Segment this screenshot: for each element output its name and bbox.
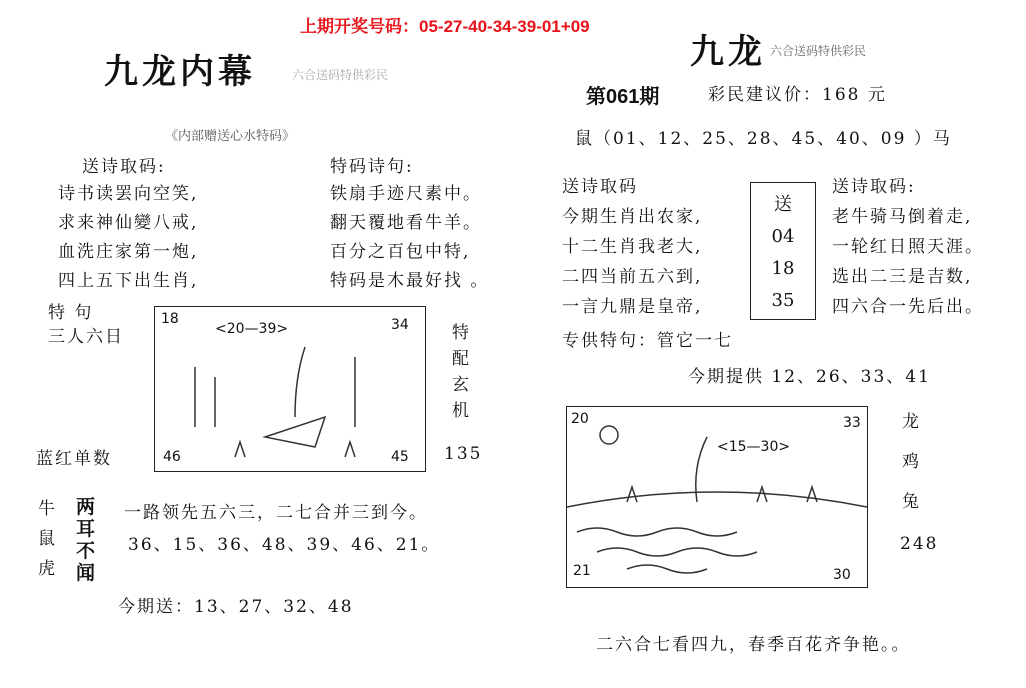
poem-line: 特码是木最好找 。 <box>330 271 490 291</box>
left-line1: 一路领先五六三，二七合并三到今。 <box>124 503 428 523</box>
send-label: 送 <box>774 194 792 215</box>
phrase-char: 两 <box>76 496 98 518</box>
left-line2: 36、15、36、48、39、46、21。 <box>128 535 441 555</box>
last-draw-numbers: 上期开奖号码：05-27-40-34-39-01+09 <box>300 17 590 36</box>
poem-line: 选出二三是吉数, <box>832 267 973 287</box>
issue-number: 第061期 <box>586 86 660 108</box>
left-drawing-box <box>154 306 426 472</box>
special-phrase: 专供特句：管它一七 <box>562 331 733 351</box>
poem-line: 一言九鼎是皇帝, <box>562 297 703 317</box>
poem-line: 翻天覆地看牛羊。 <box>330 213 482 233</box>
send-number: 35 <box>771 290 795 311</box>
right-drawing-box <box>566 406 868 588</box>
poem-line: 二四当前五六到, <box>562 267 703 287</box>
left-subheading: 《内部赠送心水特码》 <box>165 129 296 144</box>
box-number-tr: 34 <box>391 317 409 333</box>
suggested-price: 彩民建议价：168 元 <box>708 85 887 105</box>
poem-line: 血洗庄家第一炮, <box>58 242 199 262</box>
poem-line: 铁扇手迹尺素中。 <box>330 184 482 204</box>
phrase-char: 耳 <box>76 518 98 540</box>
box-range: <20—39> <box>215 321 289 337</box>
zodiac-char: 虎 <box>38 559 57 579</box>
right-title: 九龙 <box>690 32 766 72</box>
numbers-line: 鼠（01、12、25、28、45、40、09 ）马 <box>575 129 952 149</box>
poem-line: 十二生肖我老大, <box>562 237 703 257</box>
box-number-tr: 33 <box>843 415 861 431</box>
box-number-bl: 21 <box>573 563 591 579</box>
te-ju-value: 三人六日 <box>48 327 124 347</box>
phrase-char: 闻 <box>76 562 98 584</box>
poem-line: 百分之百包中特, <box>330 242 471 262</box>
te-ju-label: 特 句 <box>48 303 94 323</box>
poem-line: 今期生肖出农家, <box>562 207 703 227</box>
left-title: 九龙内幕 <box>104 52 256 92</box>
box-range: <15—30> <box>717 439 791 455</box>
send-number: 18 <box>771 258 795 279</box>
right-poem1-title: 送诗取码 <box>562 177 638 197</box>
poem-line: 四六合一先后出。 <box>832 297 984 317</box>
zodiac-char: 兔 <box>902 492 921 512</box>
footer-verse: 二六合七看四九，春季百花齐争艳。。 <box>596 635 911 655</box>
send-number: 04 <box>771 226 795 247</box>
zodiac-char: 鸡 <box>902 452 921 472</box>
provide-numbers: 今期提供 12、26、33、41 <box>688 367 931 387</box>
landscape-drawing <box>567 407 867 587</box>
side-char: 玄 <box>452 375 471 395</box>
box-number-tl: 20 <box>571 411 589 427</box>
plant-drawing <box>155 307 425 471</box>
poem-line: 老牛骑马倒着走, <box>832 207 973 227</box>
poem-line: 求来神仙變八戒, <box>58 213 199 233</box>
zodiac-char: 鼠 <box>38 529 57 549</box>
right-poem2-title: 送诗取码: <box>832 177 916 197</box>
blue-red-odd-number: 135 <box>444 444 483 464</box>
poem-line: 四上五下出生肖, <box>58 271 199 291</box>
zodiac-char: 牛 <box>38 499 57 519</box>
box-number-br: 45 <box>391 449 409 465</box>
side-char: 机 <box>452 401 471 421</box>
left-subtitle: 六合送码特供彩民 <box>292 68 389 82</box>
side-char: 配 <box>452 349 471 369</box>
left-poem2-title: 特码诗句: <box>330 157 414 177</box>
right-subtitle: 六合送码特供彩民 <box>770 44 867 58</box>
box-number-bl: 46 <box>163 449 181 465</box>
side-char: 特 <box>452 323 471 343</box>
left-send: 今期送：13、27、32、48 <box>118 597 354 617</box>
left-poem1-title: 送诗取码: <box>82 157 166 177</box>
side-number: 248 <box>900 534 939 554</box>
phrase-char: 不 <box>76 540 98 562</box>
poem-line: 一轮红日照天涯。 <box>832 237 984 257</box>
zodiac-char: 龙 <box>902 412 921 432</box>
blue-red-odd-label: 蓝红单数 <box>36 449 112 469</box>
box-number-tl: 18 <box>161 311 179 327</box>
send-box <box>750 182 816 320</box>
poem-line: 诗书读罢向空笑, <box>58 184 199 204</box>
box-number-br: 30 <box>833 567 851 583</box>
